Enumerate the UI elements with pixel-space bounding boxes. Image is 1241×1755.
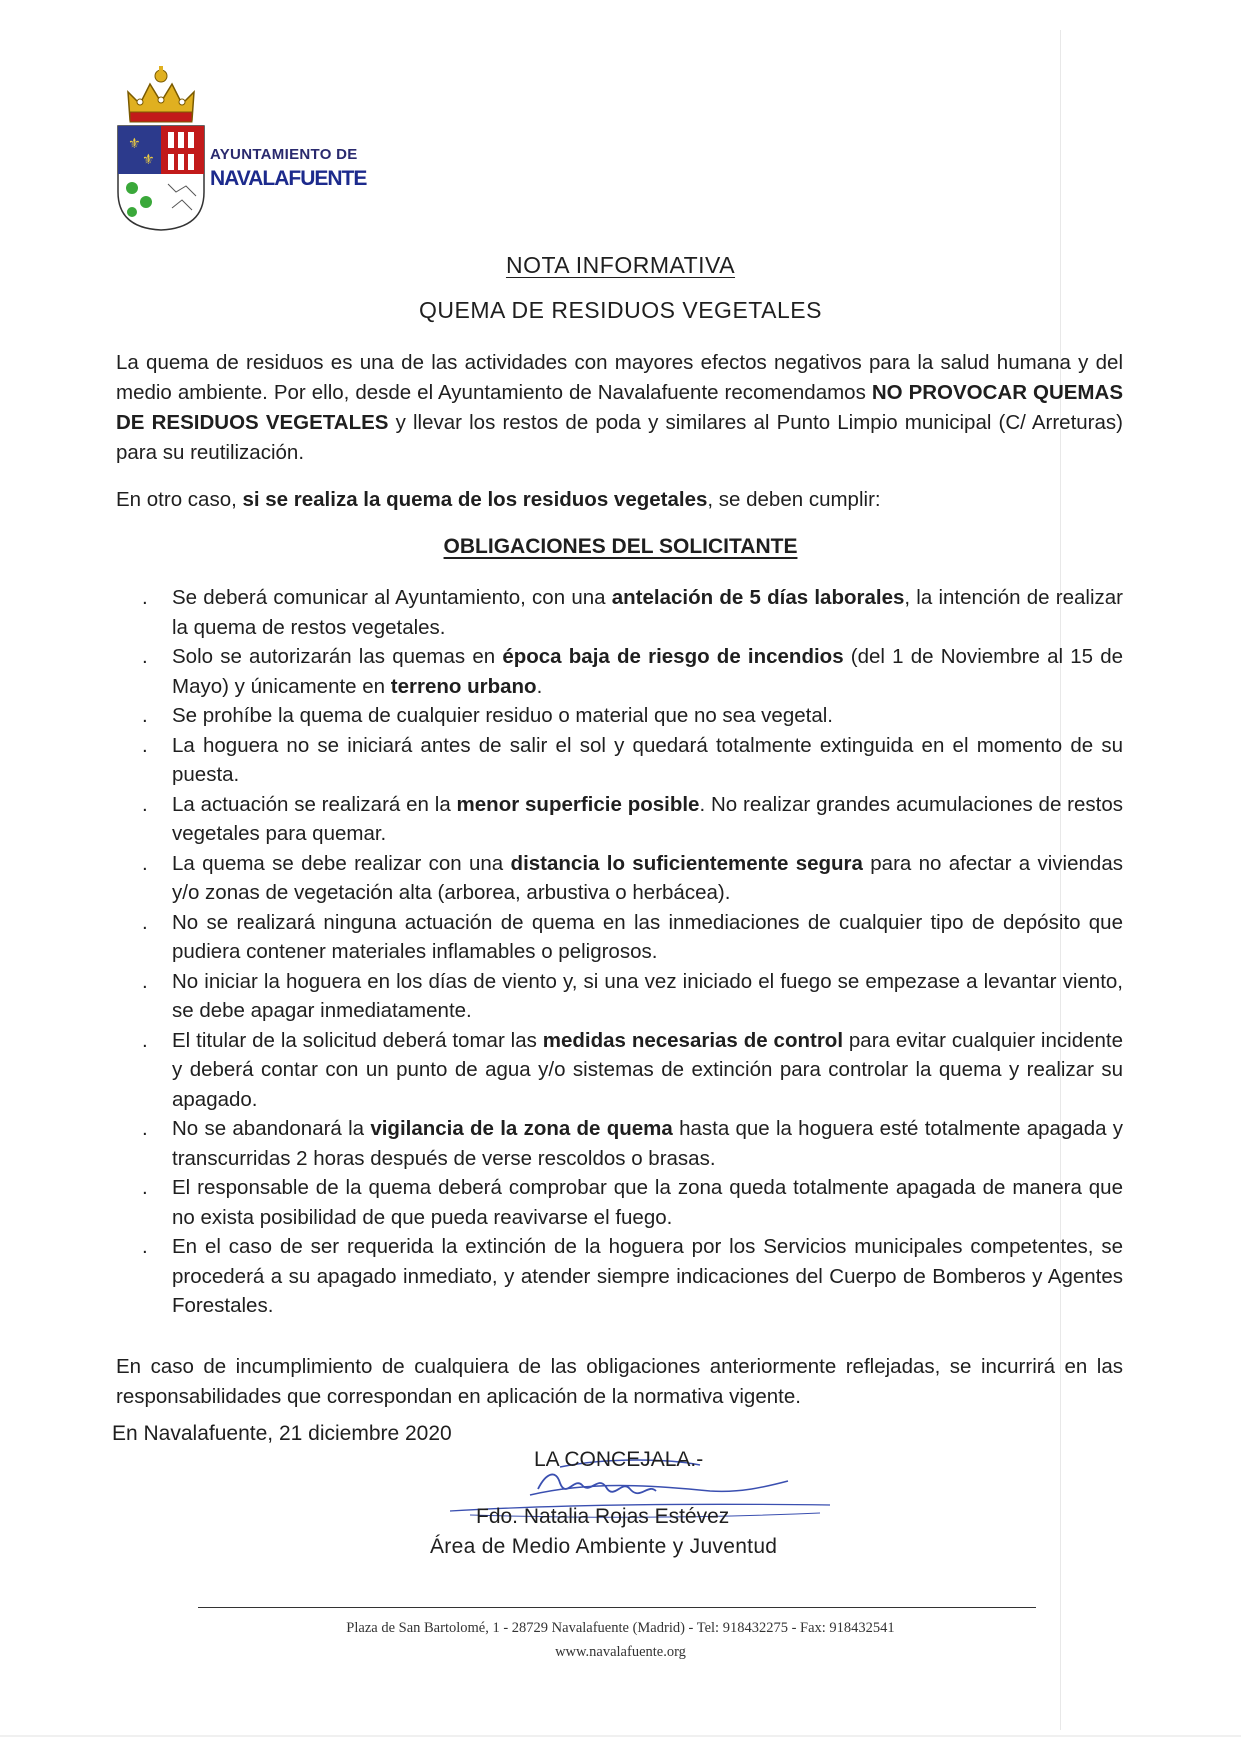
bullet-icon: . xyxy=(142,1176,148,1199)
obligation-item xyxy=(116,701,1123,731)
obligation-text-a: La hoguera no se iniciará antes de salir el sol y quedará totalmente extinguida en el momento de su puesta. xyxy=(172,733,1123,786)
obligation-text-b: , la intención de realizar la quema de restos vegetales. xyxy=(172,586,1123,639)
obligation-item xyxy=(116,790,1123,849)
bullet-icon: . xyxy=(142,645,148,668)
intro-text-bold: NO PROVOCAR QUEMAS DE RESIDUOS VEGETALES xyxy=(116,381,1123,434)
document-subtitle: QUEMA DE RESIDUOS VEGETALES xyxy=(419,297,822,323)
obligations-heading xyxy=(0,535,1241,559)
obligation-text-bold: vigilancia de la zona de quema xyxy=(370,1117,673,1140)
footer-address: Plaza de San Bartolomé, 1 - 28729 Navalafuente (Madrid) - Tel: 918432275 - Fax: 918432541 xyxy=(346,1620,895,1636)
svg-text:⚜: ⚜ xyxy=(128,136,141,152)
coat-of-arms-icon xyxy=(116,62,206,232)
obligation-text-bold: distancia lo suficientemente segura xyxy=(510,851,863,875)
obligation-text-a: No se abandonará la xyxy=(172,1117,371,1140)
obligation-item xyxy=(116,849,1123,908)
bullet-icon: . xyxy=(142,910,148,934)
obligations-heading-text: OBLIGACIONES DEL SOLICITANTE xyxy=(443,535,798,558)
bullet-icon: . xyxy=(142,733,148,757)
obligation-text-a: El responsable de la quema deberá comprobar que la zona queda totalmente apagada de manera que no exista posibilidad de que pueda reavivarse el fuego. xyxy=(172,1176,1123,1229)
obligation-item xyxy=(116,583,1123,642)
obligation-text-a: La quema se debe realizar con una xyxy=(172,851,511,875)
obligation-text-a: Solo se autorizarán las quemas en xyxy=(172,645,503,668)
date-line: En Navalafuente, 21 diciembre 2020 xyxy=(112,1422,452,1445)
obligation-text-a: La actuación se realizará en la xyxy=(172,792,457,816)
obligation-text-c: . xyxy=(536,674,543,698)
obligation-item xyxy=(116,908,1123,967)
obligation-item xyxy=(116,731,1123,790)
signer-role: LA CONCEJALA.- xyxy=(534,1448,704,1471)
bullet-icon: . xyxy=(142,704,148,727)
condition-text-bold: si se realiza la quema de los residuos vegetales xyxy=(242,488,708,511)
svg-text:⚜: ⚜ xyxy=(142,152,155,168)
condition-paragraph xyxy=(116,485,1123,515)
obligations-list xyxy=(116,583,1123,1321)
org-name xyxy=(210,146,366,191)
signer-department: Área de Medio Ambiente y Juventud xyxy=(430,1535,778,1558)
obligation-text-b: hasta que la hoguera esté totalmente apagada y transcurridas 2 horas después de verse rescoldos o brasas. xyxy=(172,1117,1124,1170)
bullet-icon: . xyxy=(142,969,148,993)
obligation-text-a: El titular de la solicitud deberá tomar las xyxy=(172,1028,543,1052)
org-name-line1: AYUNTAMIENTO DE xyxy=(210,146,358,163)
obligation-item xyxy=(116,642,1123,701)
obligation-item xyxy=(116,1026,1123,1115)
obligation-item xyxy=(116,1173,1123,1232)
obligation-text-bold: menor superficie posible xyxy=(456,792,700,816)
org-name-line2: NAVALAFUENTE xyxy=(210,167,367,190)
bullet-icon: . xyxy=(142,586,148,609)
obligation-text-bold2: terreno urbano xyxy=(390,674,537,698)
obligation-text-b: (del 1 de Noviembre al 15 de Mayo) y únicamente en xyxy=(172,645,1124,698)
document-title xyxy=(0,252,1241,279)
intro-text-b: y llevar los restos de poda y similares al Punto Limpio municipal (C/ Arreturas) para su reutilización. xyxy=(116,411,1123,464)
obligation-text-bold: antelación de 5 días laborales xyxy=(611,586,905,609)
obligation-text-a: En el caso de ser requerida la extinción de la hoguera por los Servicios municipales competentes, se procederá a su apagado inmediato, y atender siempre indicaciones del Cuerpo de Bomberos y Agentes Forestales. xyxy=(172,1235,1123,1317)
obligation-item xyxy=(116,967,1123,1026)
footer-divider xyxy=(198,1607,1036,1608)
obligation-text-a: No se realizará ninguna actuación de quema en las inmediaciones de cualquier tipo de depósito que pudiera contener materiales inflamables o peligrosos. xyxy=(172,910,1123,963)
bullet-icon: . xyxy=(142,851,148,875)
scan-bottom-line xyxy=(0,1735,1241,1737)
condition-text-a: En otro caso, xyxy=(116,488,243,511)
document-title-text: NOTA INFORMATIVA xyxy=(505,252,736,278)
bullet-icon: . xyxy=(142,792,148,816)
bullet-icon: . xyxy=(142,1028,148,1052)
intro-text-a: La quema de residuos es una de las actividades con mayores efectos negativos para la salud humana y del medio ambiente. Por ello, desde el Ayuntamiento de Navalafuente recomendamos xyxy=(116,351,1123,404)
obligation-text-b: para evitar cualquier incidente y deberá contar con un punto de agua y/o sistemas de extinción para controlar la quema y realizar su apagado. xyxy=(172,1028,1123,1111)
bullet-icon: . xyxy=(142,1235,148,1258)
bullet-icon: . xyxy=(142,1117,148,1140)
intro-paragraph xyxy=(116,348,1123,468)
signer-name: Fdo. Natalia Rojas Estévez xyxy=(476,1505,730,1528)
condition-text-b: , se deben cumplir: xyxy=(707,488,881,511)
obligation-item xyxy=(116,1114,1123,1173)
obligation-text-a: Se deberá comunicar al Ayuntamiento, con una xyxy=(172,586,612,609)
obligation-text-bold: medidas necesarias de control xyxy=(542,1028,844,1052)
obligation-item xyxy=(116,1232,1123,1321)
obligation-text-b: . No realizar grandes acumulaciones de restos vegetales para quemar. xyxy=(172,792,1123,845)
obligation-text-a: Se prohíbe la quema de cualquier residuo o material que no sea vegetal. xyxy=(172,704,833,727)
obligation-text-b: para no afectar a viviendas y/o zonas de vegetación alta (arborea, arbustiva o herbácea). xyxy=(172,851,1123,904)
obligation-text-bold: época baja de riesgo de incendios xyxy=(502,645,844,668)
closing-paragraph: En caso de incumplimiento de cualquiera de las obligaciones anteriormente reflejadas, se incurrirá en las responsabilidades que correspondan en aplicación de la normativa vigente. xyxy=(116,1355,1123,1408)
footer-website: www.navalafuente.org xyxy=(555,1644,686,1660)
obligation-text-a: No iniciar la hoguera en los días de viento y, si una vez iniciado el fuego se empezase a levantar viento, se debe apagar inmediatamente. xyxy=(172,969,1123,1022)
